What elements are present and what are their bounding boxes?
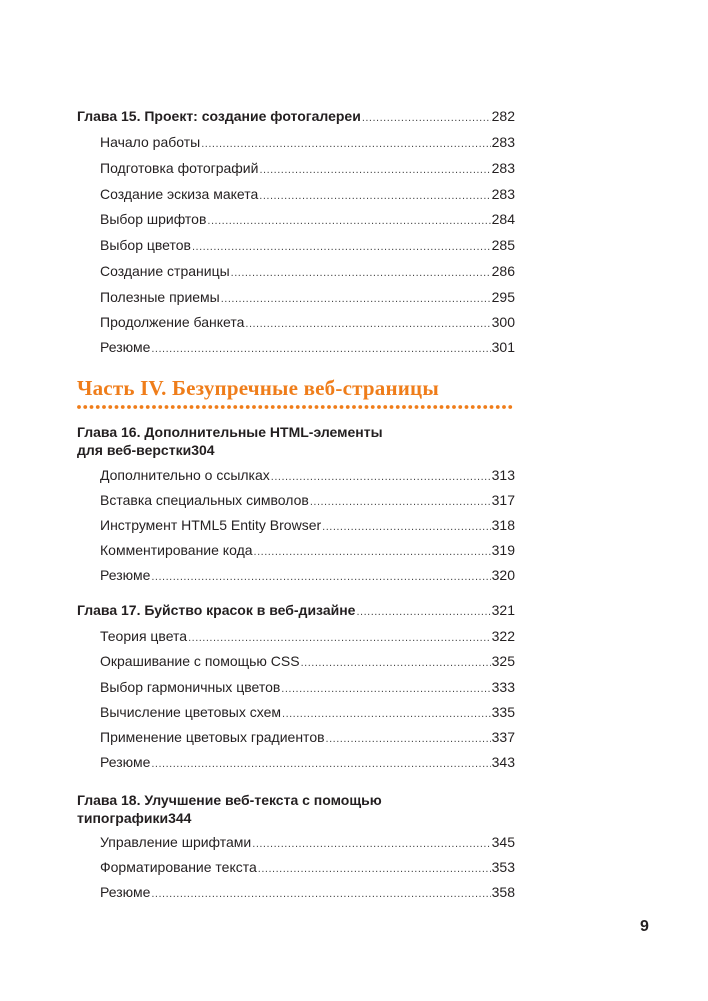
divider-dot — [308, 405, 312, 409]
divider-dot — [396, 405, 400, 409]
dot-leader — [362, 111, 491, 125]
divider-dot — [408, 405, 412, 409]
dot-leader — [271, 470, 491, 484]
divider-dot — [427, 405, 431, 409]
toc-entry — [100, 262, 515, 280]
dot-leader — [322, 520, 490, 534]
divider-dot — [446, 405, 450, 409]
divider-dot — [158, 405, 162, 409]
page-ref: 318 — [491, 517, 515, 533]
divider-dot — [233, 405, 237, 409]
dot-leader — [151, 342, 490, 356]
entry-title: Начало работы — [100, 134, 201, 150]
divider-dot — [127, 405, 131, 409]
divider-dot — [208, 405, 212, 409]
dot-leader — [151, 887, 490, 901]
chapter-18-heading — [77, 791, 515, 827]
chapter-title-line2: для веб-верстки — [77, 442, 192, 458]
divider-dot — [465, 405, 469, 409]
dot-leader — [254, 545, 491, 559]
entry-title: Управление шрифтами — [100, 834, 252, 850]
toc-entry — [100, 883, 515, 901]
chapter-16-heading — [77, 423, 515, 459]
entry-title: Выбор цветов — [100, 237, 191, 253]
entry-title: Дополнительно о ссылках — [100, 467, 270, 483]
page-ref: 321 — [491, 602, 515, 618]
entry-title: Выбор шрифтов — [100, 211, 207, 227]
chapter-title-line2: типографики — [77, 810, 169, 826]
dot-leader — [151, 757, 490, 771]
divider-dot — [252, 405, 256, 409]
divider-dot — [265, 405, 269, 409]
dot-leader — [188, 631, 491, 645]
divider-dot — [371, 405, 375, 409]
dot-leader — [301, 656, 491, 670]
chapter-title: Глава 15. Проект: создание фотогалереи — [77, 108, 361, 124]
divider-dot — [196, 405, 200, 409]
part-divider-dots — [76, 404, 518, 410]
dot-leader — [282, 707, 491, 721]
toc-entry — [100, 313, 515, 331]
toc-entry — [100, 652, 515, 670]
entry-title: Подготовка фотографий — [100, 160, 259, 176]
toc-entry — [100, 185, 515, 203]
divider-dot — [115, 405, 119, 409]
toc-entry — [100, 159, 515, 177]
divider-dot — [108, 405, 112, 409]
entry-title: Резюме — [100, 884, 151, 900]
divider-dot — [352, 405, 356, 409]
page-ref: 319 — [491, 542, 515, 558]
dot-leader — [326, 732, 491, 746]
entry-title: Резюме — [100, 339, 151, 355]
divider-dot — [83, 405, 87, 409]
dot-leader — [151, 570, 490, 584]
divider-dot — [508, 405, 512, 409]
page-ref: 283 — [491, 160, 515, 176]
divider-dot — [177, 405, 181, 409]
toc-entry — [100, 466, 515, 484]
chapter-title-line1: Глава 16. Дополнительные HTML-элементы — [77, 424, 383, 440]
page-ref: 286 — [491, 263, 515, 279]
toc-entry — [100, 566, 515, 584]
divider-dot — [415, 405, 419, 409]
divider-dot — [202, 405, 206, 409]
divider-dot — [315, 405, 319, 409]
divider-dot — [490, 405, 494, 409]
entry-title: Резюме — [100, 567, 151, 583]
divider-dot — [321, 405, 325, 409]
dot-leader — [258, 862, 491, 876]
divider-dot — [290, 405, 294, 409]
page-ref: 317 — [491, 492, 515, 508]
divider-dot — [258, 405, 262, 409]
divider-dot — [77, 405, 81, 409]
divider-dot — [496, 405, 500, 409]
divider-dot — [96, 405, 100, 409]
toc-entry — [100, 833, 515, 851]
dot-leader — [281, 682, 490, 696]
divider-dot — [283, 405, 287, 409]
entry-title: Полезные приемы — [100, 289, 220, 305]
page-ref: 304 — [191, 442, 215, 458]
page-ref: 283 — [491, 134, 515, 150]
page-ref: 284 — [491, 211, 515, 227]
dot-leader — [207, 214, 490, 228]
divider-dot — [277, 405, 281, 409]
divider-dot — [140, 405, 144, 409]
page-ref: 320 — [491, 567, 515, 583]
dot-leader — [259, 189, 490, 203]
divider-dot — [402, 405, 406, 409]
page-ref: 333 — [491, 679, 515, 695]
page-ref: 344 — [168, 810, 192, 826]
divider-dot — [102, 405, 106, 409]
divider-dot — [246, 405, 250, 409]
chapter-title: Глава 17. Буйство красок в веб-дизайне — [77, 602, 356, 618]
dot-leader — [259, 163, 490, 177]
divider-dot — [390, 405, 394, 409]
page-number: 9 — [640, 918, 649, 935]
entry-title: Применение цветовых градиентов — [100, 729, 325, 745]
toc-entry — [100, 728, 515, 746]
toc-entry — [100, 858, 515, 876]
page-ref: 313 — [491, 467, 515, 483]
dot-leader — [231, 266, 491, 280]
entry-title: Форматирование текста — [100, 859, 257, 875]
dot-leader — [201, 137, 490, 151]
page-ref: 300 — [491, 314, 515, 330]
entry-title: Комментирование кода — [100, 542, 253, 558]
divider-dot — [183, 405, 187, 409]
page-ref: 295 — [491, 289, 515, 305]
divider-dot — [483, 405, 487, 409]
page-ref: 337 — [491, 729, 515, 745]
divider-dot — [227, 405, 231, 409]
divider-dot — [146, 405, 150, 409]
divider-dot — [296, 405, 300, 409]
divider-dot — [240, 405, 244, 409]
page-ref: 358 — [491, 884, 515, 900]
divider-dot — [452, 405, 456, 409]
divider-dot — [471, 405, 475, 409]
divider-dot — [433, 405, 437, 409]
divider-dot — [340, 405, 344, 409]
divider-dot — [421, 405, 425, 409]
toc-entry — [100, 753, 515, 771]
page-ref: 301 — [491, 339, 515, 355]
divider-dot — [346, 405, 350, 409]
divider-dot — [165, 405, 169, 409]
toc-entry — [100, 236, 515, 254]
toc-entry — [100, 703, 515, 721]
divider-dot — [152, 405, 156, 409]
dot-leader — [356, 605, 490, 619]
divider-dot — [477, 405, 481, 409]
toc-entry — [100, 133, 515, 151]
toc-entry — [100, 288, 515, 306]
divider-dot — [271, 405, 275, 409]
chapter-title-line1: Глава 18. Улучшение веб-текста с помощью — [77, 792, 382, 808]
toc-entry — [100, 627, 515, 645]
dot-leader — [245, 317, 490, 331]
toc-entry — [100, 516, 515, 534]
divider-dot — [215, 405, 219, 409]
dot-leader — [192, 240, 491, 254]
dot-leader — [310, 495, 491, 509]
entry-title: Выбор гармоничных цветов — [100, 679, 281, 695]
toc-entry — [100, 338, 515, 356]
divider-dot — [133, 405, 137, 409]
dot-leader — [221, 292, 491, 306]
divider-dot — [333, 405, 337, 409]
divider-dot — [383, 405, 387, 409]
page-ref: 285 — [491, 237, 515, 253]
page-ref: 353 — [491, 859, 515, 875]
page-ref: 325 — [491, 653, 515, 669]
divider-dot — [377, 405, 381, 409]
divider-dot — [121, 405, 125, 409]
page-ref: 345 — [491, 834, 515, 850]
divider-dot — [502, 405, 506, 409]
divider-dot — [365, 405, 369, 409]
divider-dot — [440, 405, 444, 409]
page-ref: 322 — [491, 628, 515, 644]
part-4-heading: Часть IV. Безупречные веб-страницы — [77, 376, 439, 400]
page-ref: 343 — [491, 754, 515, 770]
divider-dot — [171, 405, 175, 409]
entry-title: Вставка специальных символов — [100, 492, 309, 508]
divider-dot — [458, 405, 462, 409]
divider-dot — [358, 405, 362, 409]
chapter-17-heading — [77, 601, 515, 619]
divider-dot — [221, 405, 225, 409]
toc-entry — [100, 678, 515, 696]
divider-dot — [302, 405, 306, 409]
chapter-title-line2-row — [77, 441, 515, 459]
divider-dot — [90, 405, 94, 409]
toc-entry — [100, 541, 515, 559]
entry-title: Теория цвета — [100, 628, 188, 644]
entry-title: Продолжение банкета — [100, 314, 245, 330]
entry-title: Создание эскиза макета — [100, 186, 259, 202]
page-ref: 335 — [491, 704, 515, 720]
chapter-title-line2-row — [77, 809, 515, 827]
entry-title: Инструмент HTML5 Entity Browser — [100, 517, 322, 533]
divider-dot — [327, 405, 331, 409]
chapter-15-heading — [77, 107, 515, 125]
entry-title: Окрашивание с помощью CSS — [100, 653, 300, 669]
divider-dot — [190, 405, 194, 409]
entry-title: Резюме — [100, 754, 151, 770]
toc-entry — [100, 210, 515, 228]
page-ref: 282 — [491, 108, 515, 124]
entry-title: Вычисление цветовых схем — [100, 704, 282, 720]
toc-entry — [100, 491, 515, 509]
page-ref: 283 — [491, 186, 515, 202]
entry-title: Создание страницы — [100, 263, 230, 279]
dot-leader — [252, 837, 490, 851]
